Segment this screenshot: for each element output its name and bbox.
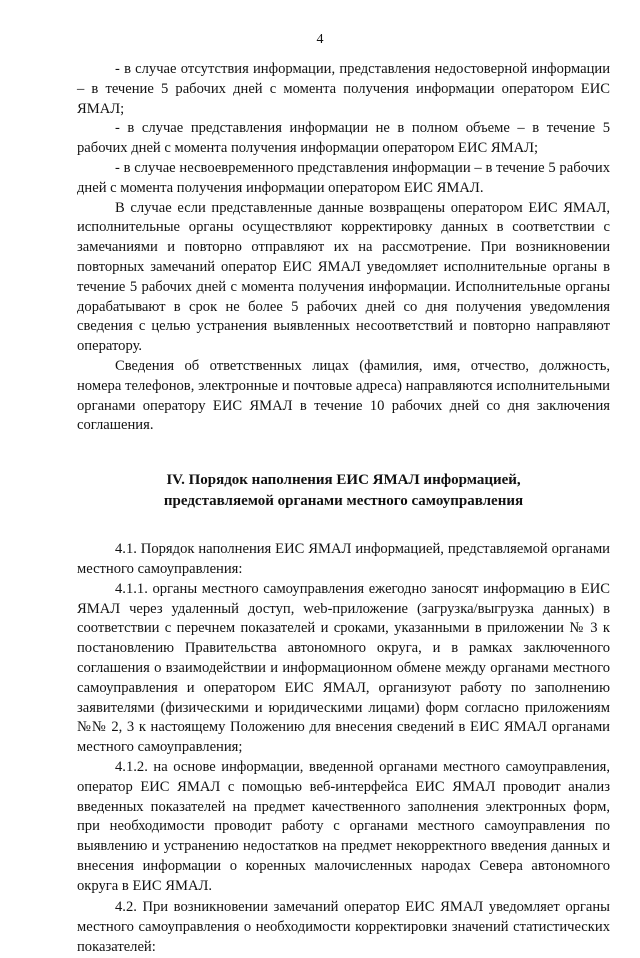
paragraph-responsible-persons: Сведения об ответственных лицах (фамилия, имя, отчество, должность, номера телефонов, электронные и почтовые адреса) направляются исполнительными органами оператору ЕИС ЯМАЛ в течение 10 рабочих дней со дня заключения соглашения. xyxy=(77,357,610,434)
section-heading xyxy=(77,470,610,512)
page-number: 4 xyxy=(316,32,324,47)
paragraph-4-1-2: 4.1.2. на основе информации, введенной органами местного самоуправления, оператор ЕИС ЯМАЛ с помощью веб-интерфейса ЕИС ЯМАЛ проводит анализ введенных показателей на предмет качественного заполнения электронных форм, при необходимости проводит работу с органами местного самоуправления по выявлению и устранению недостатков на предмет некорректного введения данных и внесения информации о коренных малочисленных народах Севера автономного округа в ЕИС ЯМАЛ. xyxy=(77,758,610,894)
list-item-missing-info: - в случае отсутствия информации, представления недостоверной информации – в течение 5 рабочих дней с момента получения информации оператором ЕИС ЯМАЛ; xyxy=(77,61,610,117)
list-item-incomplete-info: - в случае представления информации не в полном объеме – в течение 5 рабочих дней с момента получения информации оператором ЕИС ЯМАЛ; xyxy=(77,120,610,157)
paragraph-4-1: 4.1. Порядок наполнения ЕИС ЯМАЛ информацией, представляемой органами местного самоуправления: xyxy=(77,541,610,577)
list-item-late-info: - в случае несвоевременного представления информации – в течение 5 рабочих дней с момента получения информации оператором ЕИС ЯМАЛ. xyxy=(77,159,610,196)
paragraph-data-correction: В случае если представленные данные возвращены оператором ЕИС ЯМАЛ, исполнительные органы осуществляют корректировку данных в соответствии с замечаниями и повторно отправляют их на рассмотрение. При возникновении повторных замечаний оператор ЕИС ЯМАЛ уведомляет исполнительные органы в течение 5 рабочих дней с момента получения информации. Исполнительные органы дорабатывают в срок не более 5 рабочих дней со дня получения уведомления сведения с целью устранения выявленных несоответствий и повторно направляют оператору. xyxy=(77,199,610,355)
paragraph-4-1-1: 4.1.1. органы местного самоуправления ежегодно заносят информацию в ЕИС ЯМАЛ через удаленный доступ, web-приложение (загрузка/выгрузка данных) в соответствии с перечнем показателей и сроками, указанными в приложении № 3 к постановлению Правительства автономного округа, и в рамках заключенного соглашения о взаимодействии и информационном обмене между органами местного самоуправления и оператором ЕИС ЯМАЛ, организуют работу по заполнению заявителями (физическими и юридическими лицами) форм согласно приложениям №№ 2, 3 к настоящему Положению для внесения сведений в ЕИС ЯМАЛ органами местного самоуправления; xyxy=(77,580,610,756)
paragraph-4-2: 4.2. При возникновении замечаний оператор ЕИС ЯМАЛ уведомляет органы местного самоуправления о необходимости корректировки значений статистических показателей: xyxy=(77,899,610,956)
section-heading-line-1: IV. Порядок наполнения ЕИС ЯМАЛ информацией, xyxy=(166,472,521,489)
document-body xyxy=(77,60,610,958)
section-heading-line-2: представляемой органами местного самоуправления xyxy=(163,493,524,510)
